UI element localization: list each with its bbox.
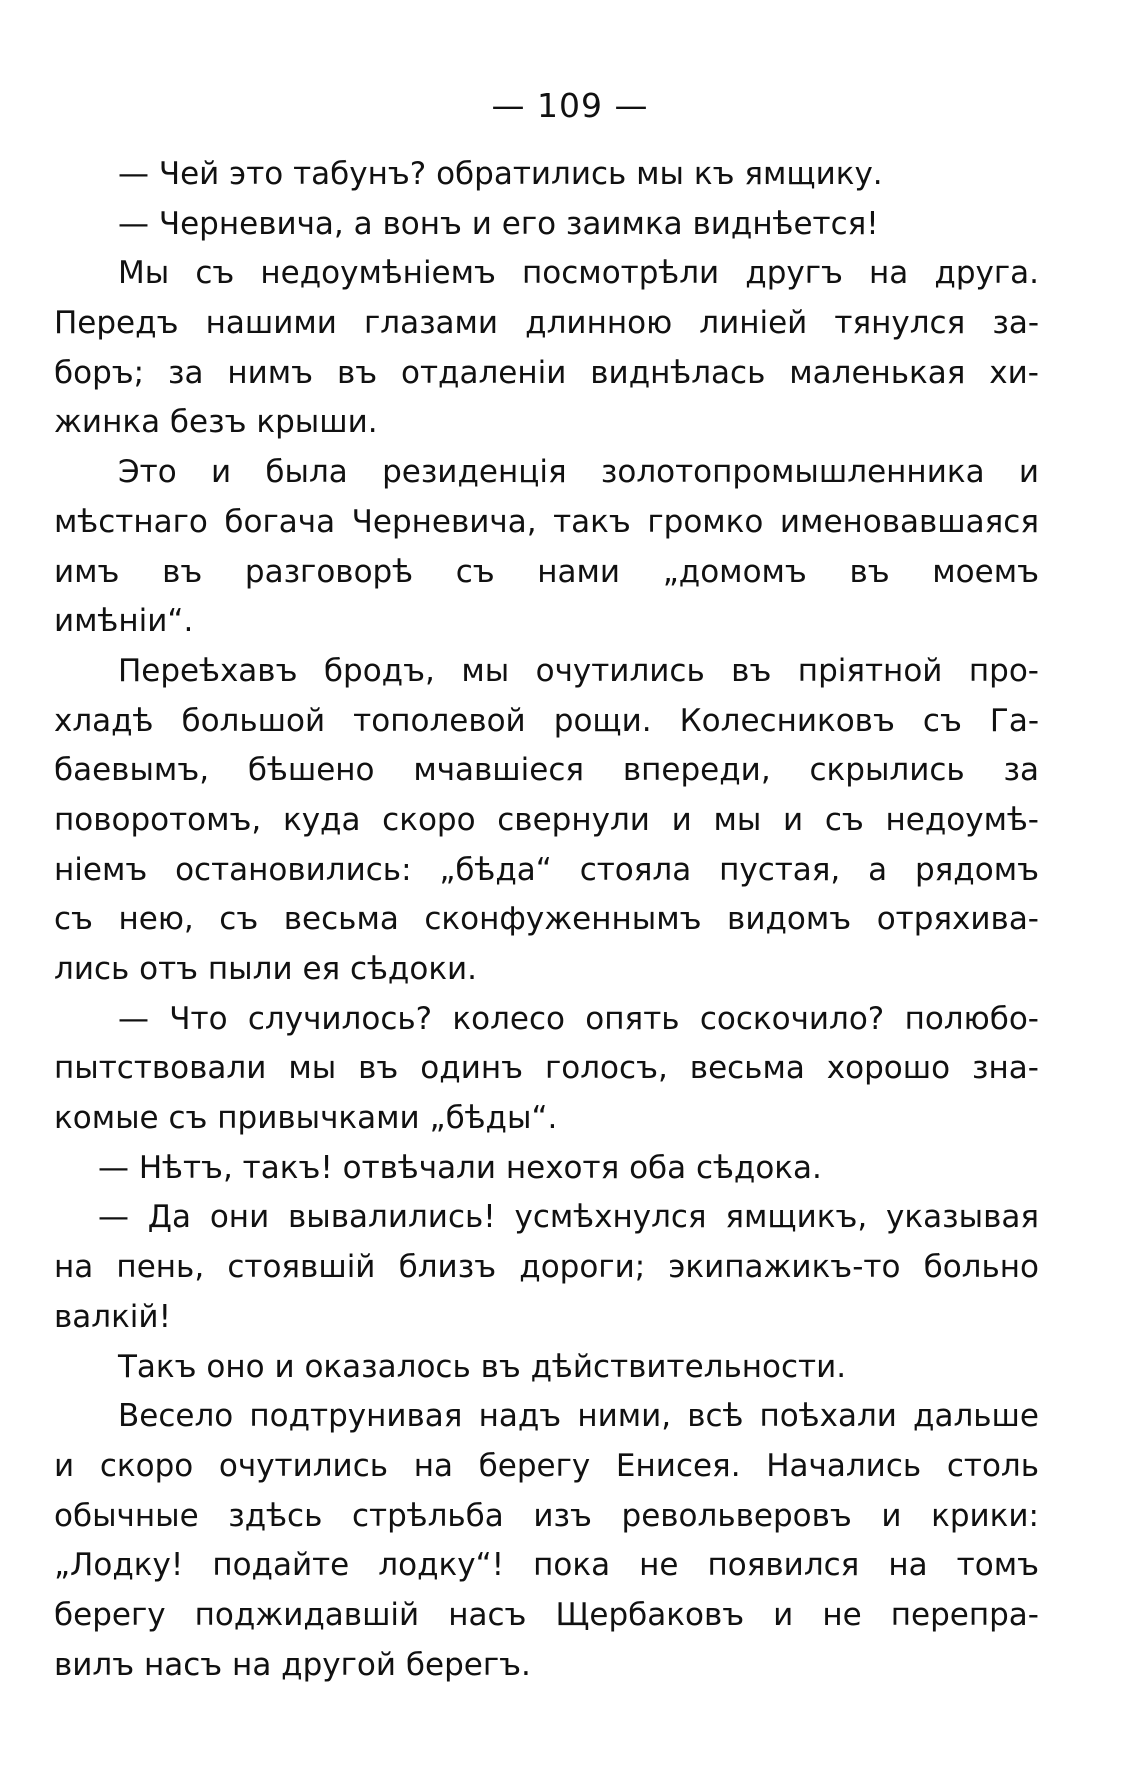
text-line: хладѣ большой тополевой рощи. Колесниковъ съ Га- — [54, 702, 1039, 739]
text-line: жинка безъ крыши. — [54, 404, 378, 441]
text-line: и скоро очутились на берегу Енисея. Начались столь — [54, 1447, 1039, 1484]
text-line: комые съ привычками „бѣды“. — [54, 1100, 558, 1137]
page-number: — 109 — — [491, 86, 649, 125]
text-line: имѣніи“. — [54, 603, 194, 640]
text-line: — Нѣтъ, такъ! отвѣчали нехотя оба сѣдока. — [98, 1149, 822, 1186]
text-line: Переѣхавъ бродъ, мы очутились въ пріятной про- — [118, 652, 1039, 689]
text-line: — Да они вывалились! усмѣхнулся ямщикъ, указывая — [98, 1199, 1039, 1236]
text-line: пытствовали мы въ одинъ голосъ, весьма хорошо зна- — [54, 1050, 1039, 1087]
text-line: Передъ нашими глазами длинною линіей тянулся за- — [54, 305, 1039, 342]
text-line: Мы съ недоумѣніемъ посмотрѣли другъ на друга. — [118, 255, 1039, 292]
text-line: баевымъ, бѣшено мчавшіеся впереди, скрылись за — [54, 752, 1039, 789]
text-line: берегу поджидавшій насъ Щербаковъ и не перепра- — [54, 1596, 1039, 1633]
text-line: „Лодку! подайте лодку“! пока не появился на томъ — [54, 1547, 1039, 1584]
text-line: Такъ оно и оказалось въ дѣйствительности. — [118, 1348, 847, 1385]
text-line: — Что случилось? колесо опять соскочило? полюбо- — [118, 1000, 1039, 1037]
text-line: обычные здѣсь стрѣльба изъ револьверовъ и крики: — [54, 1497, 1039, 1534]
text-line: валкій! — [54, 1298, 171, 1335]
text-line: Это и была резиденція золотопромышленника и — [118, 454, 1039, 491]
text-line: съ нею, съ весьма сконфуженнымъ видомъ отряхива- — [54, 901, 1039, 938]
text-line: ніемъ остановились: „бѣда“ стояла пустая, а рядомъ — [54, 851, 1039, 888]
text-line: на пень, стоявшій близъ дороги; экипажикъ-то больно — [54, 1249, 1039, 1286]
text-line: поворотомъ, куда скоро свернули и мы и съ недоумѣ- — [54, 801, 1039, 838]
text-line: мѣстнаго богача Черневича, такъ громко именовавшаяся — [54, 503, 1039, 540]
body-text — [54, 150, 1039, 1690]
text-line: боръ; за нимъ въ отдаленіи виднѣлась маленькая хи- — [54, 354, 1039, 391]
text-line: Весело подтрунивая надъ ними, всѣ поѣхали дальше — [118, 1398, 1039, 1435]
text-line: — Черневича, а вонъ и его заимка виднѣется! — [118, 205, 879, 242]
text-line: вилъ насъ на другой берегъ. — [54, 1646, 531, 1683]
text-line: лись отъ пыли ея сѣдоки. — [54, 951, 478, 987]
text-line: — Чей это табунъ? обратились мы къ ямщику. — [118, 156, 883, 192]
text-line: имъ въ разговорѣ съ нами „домомъ въ моемъ — [54, 553, 1039, 590]
